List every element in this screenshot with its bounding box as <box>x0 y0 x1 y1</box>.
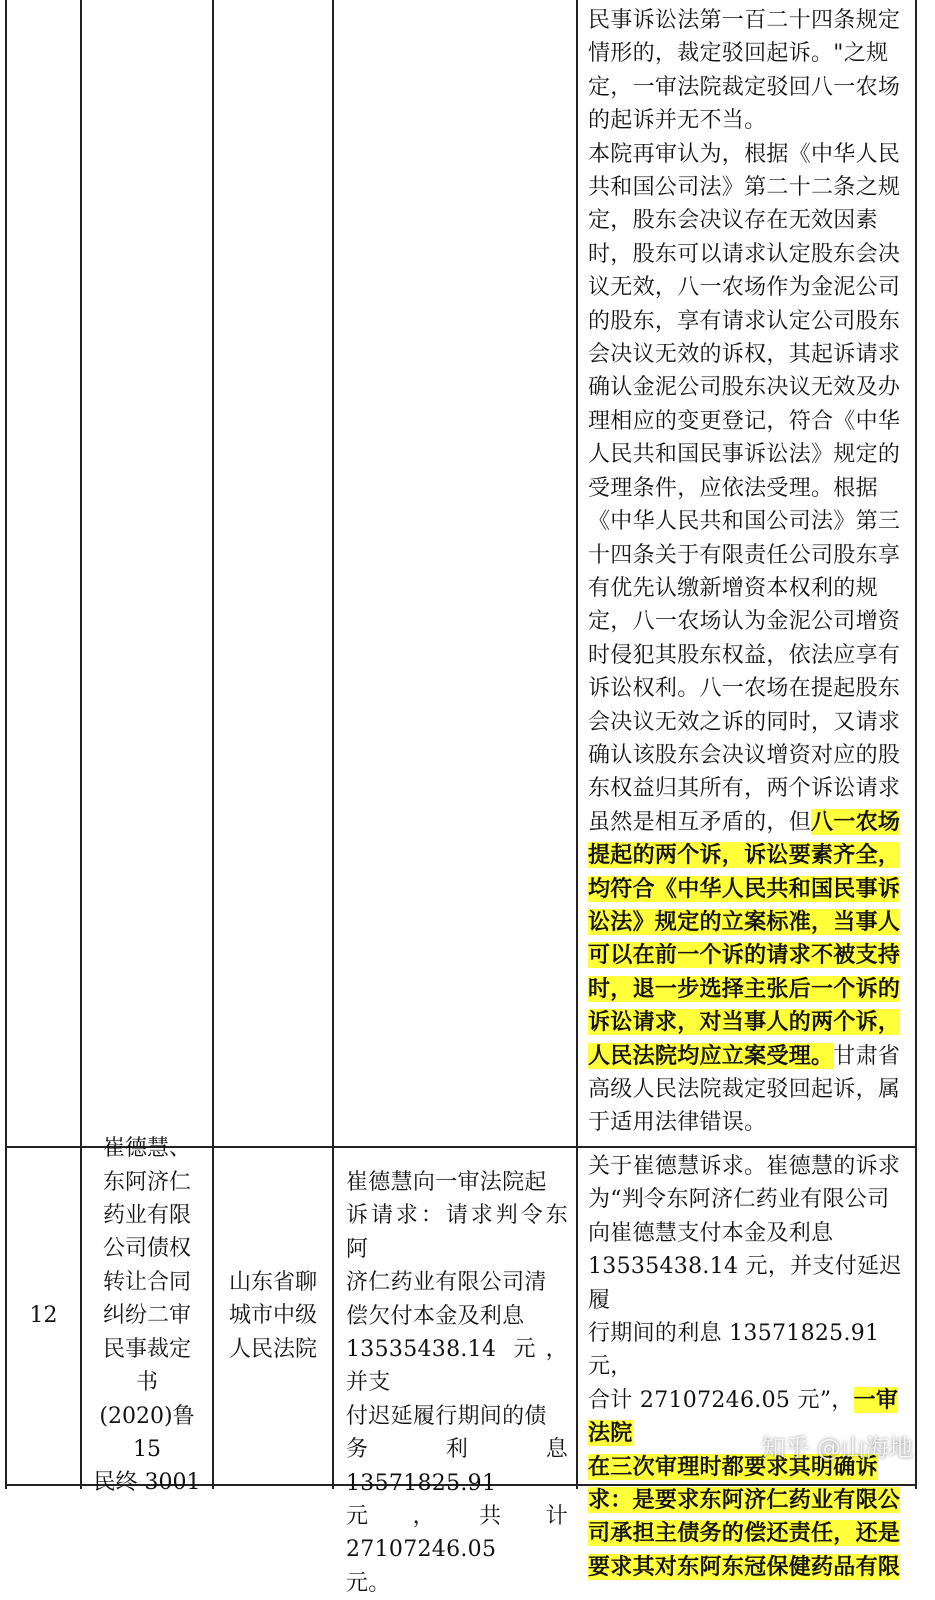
text-line: 人民共和国民事诉讼法》规定的 <box>588 442 901 468</box>
text-line: 的起诉并无不当。 <box>588 108 767 134</box>
case-name-line: 崔德慧、 <box>102 1136 191 1162</box>
case-name-line: 民事裁定 <box>102 1336 191 1362</box>
case-name-line: (2020)鲁 15 <box>99 1403 195 1462</box>
judgment-highlight-lines <box>588 1451 910 1585</box>
court-line: 人民法院 <box>228 1336 317 1362</box>
column-divider-3 <box>332 0 334 1489</box>
claim-line: 诉请求：请求判令东阿 <box>346 1203 568 1262</box>
judgment-highlight-lines <box>588 839 910 1039</box>
claim-lines <box>346 1166 568 1600</box>
text-line: 确认该股东会决议增资对应的股 <box>588 742 901 768</box>
claim-line: 偿欠付本金及利息 <box>346 1303 525 1329</box>
case-name-line: 东阿济仁 <box>102 1169 191 1195</box>
text-line: 诉讼权利。八一农场在提起股东 <box>588 676 901 702</box>
text-line: 为“判令东阿济仁药业有限公司 <box>588 1187 890 1213</box>
column-divider-4 <box>576 0 578 1489</box>
case-name-cell <box>82 1136 212 1496</box>
text-line: 有优先认缴新增资本权利的规 <box>588 575 878 601</box>
text-line: 情形的，裁定驳回起诉。"之规 <box>588 41 889 67</box>
case-name-line: 转让合同 <box>102 1269 191 1295</box>
judgment-tail-lines <box>588 1073 910 1140</box>
watermark: 知乎 @山海地 <box>761 1434 913 1462</box>
text-line: 东权益归其所有，两个诉讼请求 <box>588 776 901 802</box>
claim-cell <box>346 1166 568 1600</box>
court-line: 城市中级 <box>228 1303 317 1329</box>
case-name-line: 民终 3001 <box>93 1470 201 1496</box>
text-line: 高级人民法院裁定驳回起诉，属 <box>588 1077 901 1102</box>
claim-line: 元。 <box>346 1570 391 1596</box>
case-name-line: 药业有限 <box>102 1203 191 1229</box>
highlighted-line: 时，退一步选择主张后一个诉的 <box>588 975 901 1002</box>
text-line: 定，八一农场认为金泥公司增资 <box>588 609 901 635</box>
text-line: 民事诉讼法第一百二十四条规定 <box>588 8 901 33</box>
highlighted-line: 要求其对东阿东冠保健药品有限 <box>588 1553 901 1580</box>
case-name-line: 书 <box>135 1370 158 1396</box>
judgment-mixed-line: 虽然是相互矛盾的，但八一农场 <box>588 808 901 835</box>
claim-line: 务利息 13571825.91 <box>346 1437 568 1496</box>
claim-line: 13535438.14 元，并支 <box>346 1337 568 1396</box>
case-name-lines <box>82 1132 212 1499</box>
highlighted-line: 司承担主债务的偿还责任，还是 <box>588 1520 901 1547</box>
case-name-line: 公司债权 <box>102 1236 191 1262</box>
text-line: 议无效，八一农场作为金泥公司 <box>588 275 901 301</box>
text-line: 《中华人民共和国公司法》第三 <box>588 509 901 535</box>
row-number: 12 <box>29 1303 58 1329</box>
court-lines <box>229 1266 317 1366</box>
text-line: 定，一审法院裁定驳回八一农场 <box>588 74 901 100</box>
claim-line: 济仁药业有限公司清 <box>346 1270 547 1296</box>
highlighted-line: 可以在前一个诉的请求不被支持 <box>588 942 901 969</box>
court-cell <box>214 1148 332 1484</box>
text-line: 13535438.14 元，并支付延迟履 <box>588 1254 902 1313</box>
judgment-plain-lines <box>588 4 910 806</box>
case-name-line: 纠纷二审 <box>102 1303 191 1329</box>
text-line: 时侵犯其股东权益，依法应享有 <box>588 642 901 668</box>
claim-line: 付迟延履行期间的债 <box>346 1403 547 1429</box>
judgment-mixed-line: 合计 27107246.05 元”，一审法院 <box>588 1386 899 1447</box>
highlighted-line: 在三次审理时都要求其明确诉 <box>588 1453 878 1480</box>
judgment-plain-lines <box>588 1150 910 1384</box>
text-line: 定，股东会决议存在无效因素 <box>588 208 878 234</box>
text-line: 共和国公司法》第二十二条之规 <box>588 175 901 201</box>
court-line: 山东省聊 <box>228 1269 317 1295</box>
highlighted-line: 提起的两个诉，诉讼要素齐全， <box>588 842 901 869</box>
prev-row-judgment <box>588 4 910 1140</box>
text-line: 理相应的变更登记，符合《中华 <box>588 408 901 434</box>
text-line: 时，股东可以请求认定股东会决 <box>588 241 901 267</box>
text-line: 行期间的利息 13571825.91 元， <box>588 1321 880 1380</box>
claim-line: 元，共计 27107246.05 <box>346 1504 568 1563</box>
table-border-right <box>915 0 917 1489</box>
text-line: 十四条关于有限责任公司股东享 <box>588 542 901 568</box>
judgment-mixed-line-2: 人民法院均应立案受理。甘肃省 <box>588 1042 901 1069</box>
highlighted-line: 诉讼请求，对当事人的两个诉， <box>588 1009 901 1036</box>
text-line: 本院再审认为，根据《中华人民 <box>588 141 901 167</box>
highlighted-line: 求：是要求东阿济仁药业有限公 <box>588 1487 901 1514</box>
highlighted-line: 讼法》规定的立案标准，当事人 <box>588 908 901 935</box>
row12-judgment <box>588 1150 910 1584</box>
text-line: 关于崔德慧诉求。崔德慧的诉求 <box>588 1154 901 1179</box>
highlighted-line: 均符合《中华人民共和国民事诉 <box>588 875 901 902</box>
text-line: 向崔德慧支付本金及利息 <box>588 1220 834 1246</box>
text-line: 会决议无效的诉权，其起诉请求 <box>588 342 901 368</box>
text-line: 于适用法律错误。 <box>588 1110 767 1136</box>
text-line: 会决议无效之诉的同时，又请求 <box>588 709 901 735</box>
text-line: 确认金泥公司股东决议无效及办 <box>588 375 901 401</box>
text-line: 受理条件，应依法受理。根据 <box>588 475 878 501</box>
text-line: 的股东，享有请求认定公司股东 <box>588 308 901 334</box>
claim-line: 崔德慧向一审法院起 <box>346 1170 547 1195</box>
